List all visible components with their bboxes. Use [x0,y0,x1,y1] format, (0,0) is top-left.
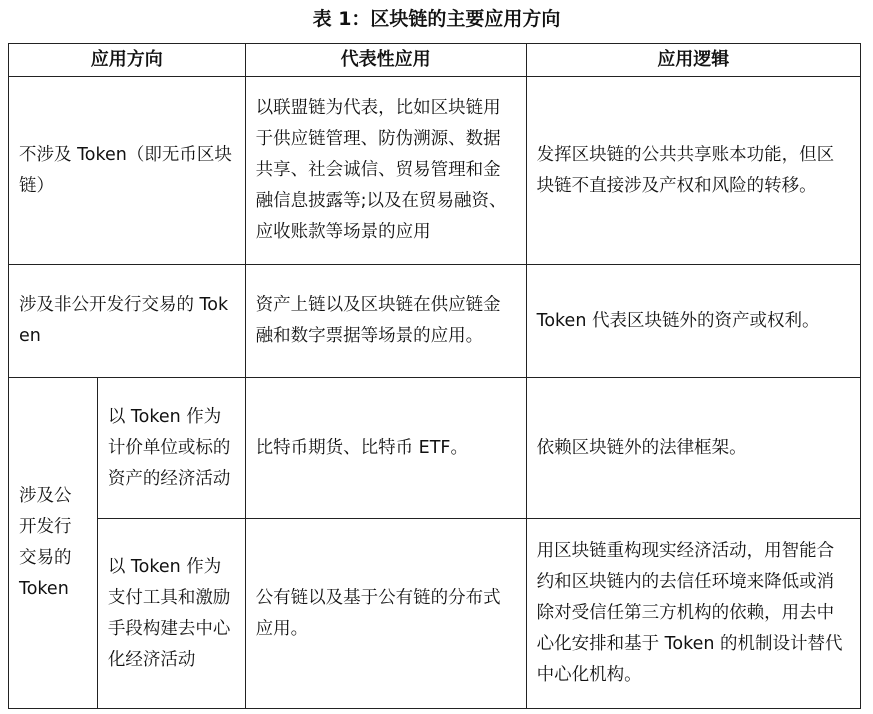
row2-logic: Token 代表区块链外的资产或权利。 [526,265,860,378]
row4-subdirection: 以 Token 作为支付工具和激励手段构建去中心化经济活动 [97,519,245,709]
header-logic: 应用逻辑 [526,44,860,77]
row1-application: 以联盟链为代表，比如区块链用于供应链管理、防伪溯源、数据共享、社会诚信、贸易管理和金融信息披露等;以及在贸易融资、应收账款等场景的应用 [245,77,526,265]
row3-application: 比特币期货、比特币 ETF。 [245,378,526,519]
row3-logic: 依赖区块链外的法律框架。 [526,378,860,519]
table-title: 表 1：区块链的主要应用方向 [312,8,561,30]
table-row [9,77,861,265]
table-row [9,265,861,378]
application-table [8,43,861,709]
row2-application: 资产上链以及区块链在供应链金融和数字票据等场景的应用。 [245,265,526,378]
table-row [9,519,861,709]
header-row [9,44,861,77]
row2-direction: 涉及非公开发行交易的 Token [9,265,246,378]
row1-direction: 不涉及 Token（即无币区块链） [9,77,246,265]
row4-application: 公有链以及基于公有链的分布式应用。 [245,519,526,709]
row4-logic: 用区块链重构现实经济活动，用智能合约和区块链内的去信任环境来降低或消除对受信任第三方机构的依赖，用去中心化安排和基于 Token 的机制设计替代中心化机构。 [526,519,860,709]
row3-subdirection: 以 Token 作为计价单位或标的资产的经济活动 [97,378,245,519]
header-application: 代表性应用 [245,44,526,77]
row1-logic: 发挥区块链的公共共享账本功能，但区块链不直接涉及产权和风险的转移。 [526,77,860,265]
header-direction: 应用方向 [9,44,246,77]
table-row [9,378,861,519]
group-direction: 涉及公开发行交易的 Token [9,378,98,709]
